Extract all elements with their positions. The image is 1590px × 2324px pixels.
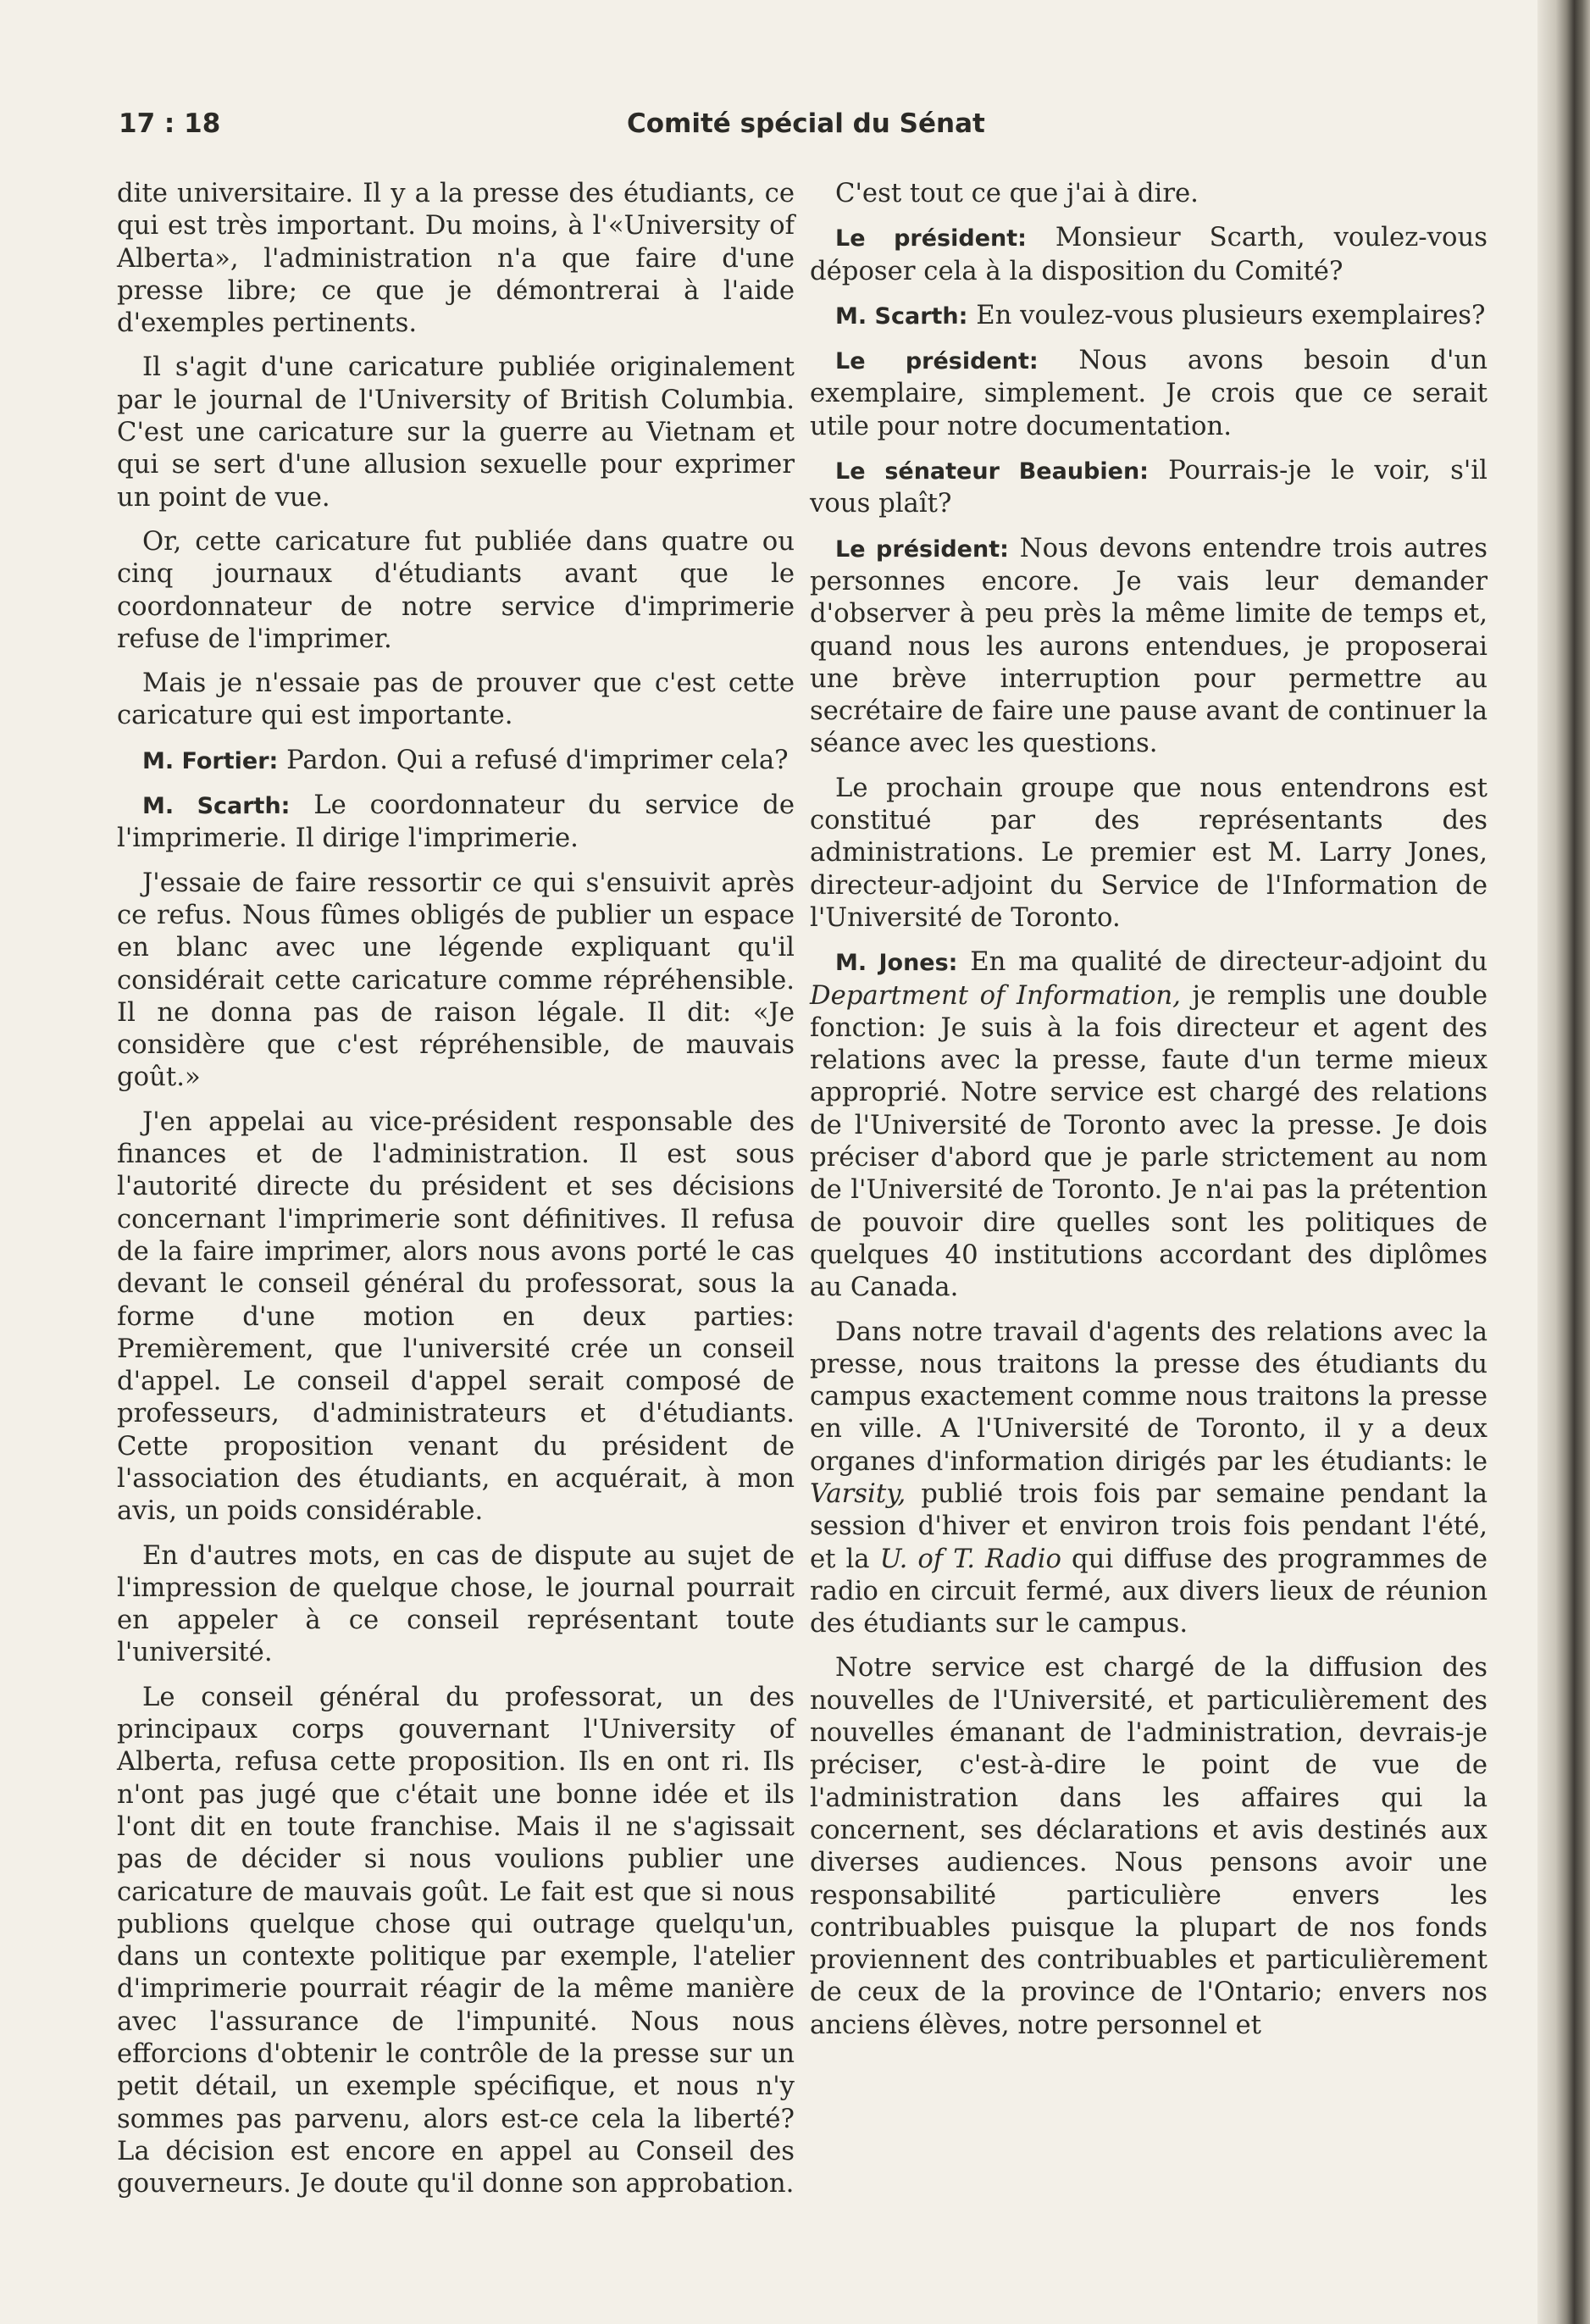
paragraph <box>810 1317 1488 1641</box>
paragraph-text: qui diffuse des programmes de radio en circuit fermé, aux divers lieux de réunion des étudiants sur le campus. <box>810 1544 1488 1639</box>
paragraph: dite universitaire. Il y a la presse des étudiants, ce qui est très important. Du moins, à l'«University of Alberta», l'administration n'a que faire d'une presse libre; ce que je démontrerai à l'aide d'exemples pertinents. <box>117 179 795 339</box>
paragraph: C'est tout ce que j'ai à dire. <box>835 179 1199 208</box>
speech-text: Nous devons entendre trois autres personnes encore. Je vais leur demander d'observer à peu près la même limite de temps et, quand nous les aurons entendues, je proposerai une brève interruption pour permettre au secrétaire de faire une pause avant de continuer la séance avec les questions. <box>810 533 1488 759</box>
speaker-name: M. Jones: <box>835 950 958 977</box>
speech-text: Pourrais-je le voir, s'il vous plaît? <box>810 456 1488 519</box>
italic-title: Varsity, <box>810 1478 906 1509</box>
italic-title: U. of T. Radio <box>879 1544 1061 1574</box>
speech-text: je remplis une double fonction: Je suis à la fois directeur et agent des relations avec la presse, faute d'un terme mieux approprié. Notre service est chargé des relations de l'Université de Toronto avec la presse. Je dois préciser d'abord que je parle strictement au nom de l'Université de Toronto. Je n'ai pas la prétention de pouvoir dire quelles sont les politiques de quelques 40 institutions accordant des diplômes au Canada. <box>810 980 1488 1303</box>
paragraph: Mais je n'essaie pas de prouver que c'est cette caricature qui est importante. <box>117 668 795 731</box>
paragraph-text: Dans notre travail d'agents des relations avec la presse, nous traitons la presse des étudiants du campus exactement comme nous traitons la presse en ville. A l'Université de Toronto, il y a deux organes d'information dirigés par les étudiants: le <box>810 1317 1488 1477</box>
speech-text: Pardon. Qui a refusé d'imprimer cela? <box>278 745 789 775</box>
speech-text: Le coordonnateur du service de l'imprimerie. Il dirige l'imprimerie. <box>117 790 795 854</box>
speech-paragraph <box>117 790 795 856</box>
paragraph: Or, cette caricature fut publiée dans quatre ou cinq journaux d'étudiants avant que le coordonnateur de notre service d'imprimerie refuse de l'imprimer. <box>117 526 795 654</box>
page-number: 17 : 18 <box>119 108 221 139</box>
right-column <box>810 178 1488 2054</box>
paragraph: En d'autres mots, en cas de dispute au sujet de l'impression de quelque chose, le journal pourrait en appeler à ce conseil représentant toute l'université. <box>117 1540 795 1668</box>
paragraph: Notre service est chargé de la diffusion des nouvelles de l'Université, et particulièrement des nouvelles émanant de l'administration, devrais-je préciser, c'est-à-dire le point de vue de l'administration dans les affaires qui la concernent, ses déclarations et avis destinés aux diverses audiences. Nous pensons avoir une responsabilité particulière envers les contribuables puisque la plupart de nos fonds proviennent des contribuables et particulièrement de ceux de la province de l'Ontario; envers nos anciens élèves, notre personnel et <box>810 1653 1488 2040</box>
speech-paragraph <box>810 455 1488 521</box>
page-header <box>119 100 1000 151</box>
paragraph: Le conseil général du professorat, un des principaux corps gouvernant l'University of Alberta, refusa cette proposition. Ils en ont ri. Ils n'ont pas jugé que c'était une bonne idée et ils l'ont dit en toute franchise. Mais il ne s'agissait pas de décider si nous voulions publier une caricature de mauvais goût. Le fait est que si nous publions quelque chose qui outrage quelqu'un, dans un contexte politique par exemple, l'atelier d'imprimerie pourrait réagir de la même manière avec l'assurance de l'impunité. Nous nous efforcions d'obtenir le contrôle de la presse sur un petit détail, un exemple spécifique, et nous n'y sommes pas parvenu, alors est-ce cela la liberté? La décision est encore en appel au Conseil des gouverneurs. Je doute qu'il donne son approbation. <box>117 1682 795 2199</box>
paragraph: Il s'agit d'une caricature publiée originalement par le journal de l'University of British Columbia. C'est une caricature sur la guerre au Vietnam et qui se sert d'une allusion sexuelle pour exprimer un point de vue. <box>117 352 795 513</box>
paragraph: J'en appelai au vice-président responsable des finances et de l'administration. Il est sous l'autorité directe du président et ses décisions concernant l'imprimerie sont définitives. Il refusa de la faire imprimer, alors nous avons porté le cas devant le conseil général du professorat, sous la forme d'une motion en deux parties: Premièrement, que l'université crée un conseil d'appel. Le conseil d'appel serait composé de professeurs, d'administrateurs et d'étudiants. Cette proposition venant du président de l'association des étudiants, en acquérait, à mon avis, un poids considérable. <box>117 1107 795 1527</box>
speech-paragraph <box>810 222 1488 288</box>
paragraph: Le prochain groupe que nous entendrons est constitué par des représentants des administrations. Le premier est M. Larry Jones, directeur-adjoint du Service de l'Information de l'Université de Toronto. <box>810 773 1488 933</box>
speaker-name: Le président: <box>835 348 1039 375</box>
speech-paragraph <box>810 300 1488 333</box>
speech-paragraph <box>810 946 1488 1304</box>
speech-text: Monsieur Scarth, voulez-vous déposer cela à la disposition du Comité? <box>810 223 1488 286</box>
speaker-name: Le président: <box>835 225 1027 252</box>
speech-paragraph <box>117 745 795 778</box>
speech-paragraph <box>810 345 1488 443</box>
speaker-name: Le président: <box>835 535 1009 563</box>
paragraph-text: publié trois fois par semaine pendant la session d'hiver et environ trois fois pendant l'été, et la <box>810 1478 1488 1574</box>
speaker-name: M. Scarth: <box>142 793 291 820</box>
speech-text: En voulez-vous plusieurs exemplaires? <box>967 300 1486 330</box>
speech-paragraph <box>810 533 1488 761</box>
speaker-name: M. Scarth: <box>835 302 968 330</box>
left-column <box>117 178 795 2213</box>
italic-title: Department of Information, <box>810 980 1181 1011</box>
speaker-name: Le sénateur Beaubien: <box>835 458 1149 485</box>
running-title: Comité spécial du Sénat <box>627 108 985 139</box>
paragraph: J'essaie de faire ressortir ce qui s'ensuivit après ce refus. Nous fûmes obligés de publier un espace en blanc avec une légende expliquant qu'il considérait cette caricature comme répréhensible. Il ne donna pas de raison légale. Il dit: «Je considère que c'est répréhensible, de mauvais goût.» <box>117 868 795 1093</box>
speaker-name: M. Fortier: <box>142 747 279 774</box>
speech-text: Nous avons besoin d'un exemplaire, simplement. Je crois que ce serait utile pour notre documentation. <box>810 346 1488 441</box>
page-binding-edge <box>1537 0 1590 2324</box>
speech-text: En ma qualité de directeur-adjoint du <box>957 947 1488 978</box>
